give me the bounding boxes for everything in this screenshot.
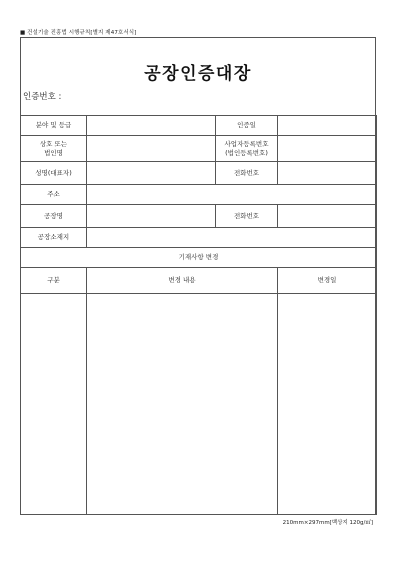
changes-col-date: 변경일 — [278, 268, 377, 294]
changes-type-cell[interactable] — [21, 294, 87, 515]
phone-label: 전화번호 — [216, 162, 278, 185]
changes-col-content: 변경 내용 — [87, 268, 278, 294]
factory-location-value[interactable] — [87, 228, 377, 248]
representative-label: 성명(대표자) — [21, 162, 87, 185]
representative-value[interactable] — [87, 162, 216, 185]
company-name-value[interactable] — [87, 136, 216, 162]
factory-phone-value[interactable] — [278, 205, 377, 228]
changes-date-cell[interactable] — [278, 294, 377, 515]
paper-spec-note: 210mm×297mm[백상지 120g/㎡] — [282, 520, 373, 526]
address-label: 주소 — [21, 185, 87, 205]
factory-name-label: 공장명 — [21, 205, 87, 228]
field-grade-label: 분야 및 등급 — [21, 116, 87, 136]
phone-value[interactable] — [278, 162, 377, 185]
changes-section-title: 기재사항 변경 — [21, 248, 377, 268]
changes-content-cell[interactable] — [87, 294, 278, 515]
field-grade-value[interactable] — [87, 116, 216, 136]
register-table — [20, 115, 377, 515]
company-name-label: 상호 또는 법인명 — [21, 136, 87, 162]
cert-date-label: 인증일 — [216, 116, 278, 136]
factory-phone-label: 전화번호 — [216, 205, 278, 228]
bizno-value[interactable] — [278, 136, 377, 162]
cert-number-label: 인증번호 : — [23, 92, 62, 102]
changes-col-type: 구분 — [21, 268, 87, 294]
factory-location-label: 공장소재지 — [21, 228, 87, 248]
address-value[interactable] — [87, 185, 377, 205]
form-title: 공장인증대장 — [144, 64, 252, 84]
certificate-register-form — [20, 37, 376, 515]
bizno-label: 사업자등록번호 (법인등록번호) — [216, 136, 278, 162]
cert-date-value[interactable] — [278, 116, 377, 136]
form-header-note: ■ 건설기술 진흥법 시행규칙[별지 제47호서식] — [20, 30, 137, 36]
factory-name-value[interactable] — [87, 205, 216, 228]
